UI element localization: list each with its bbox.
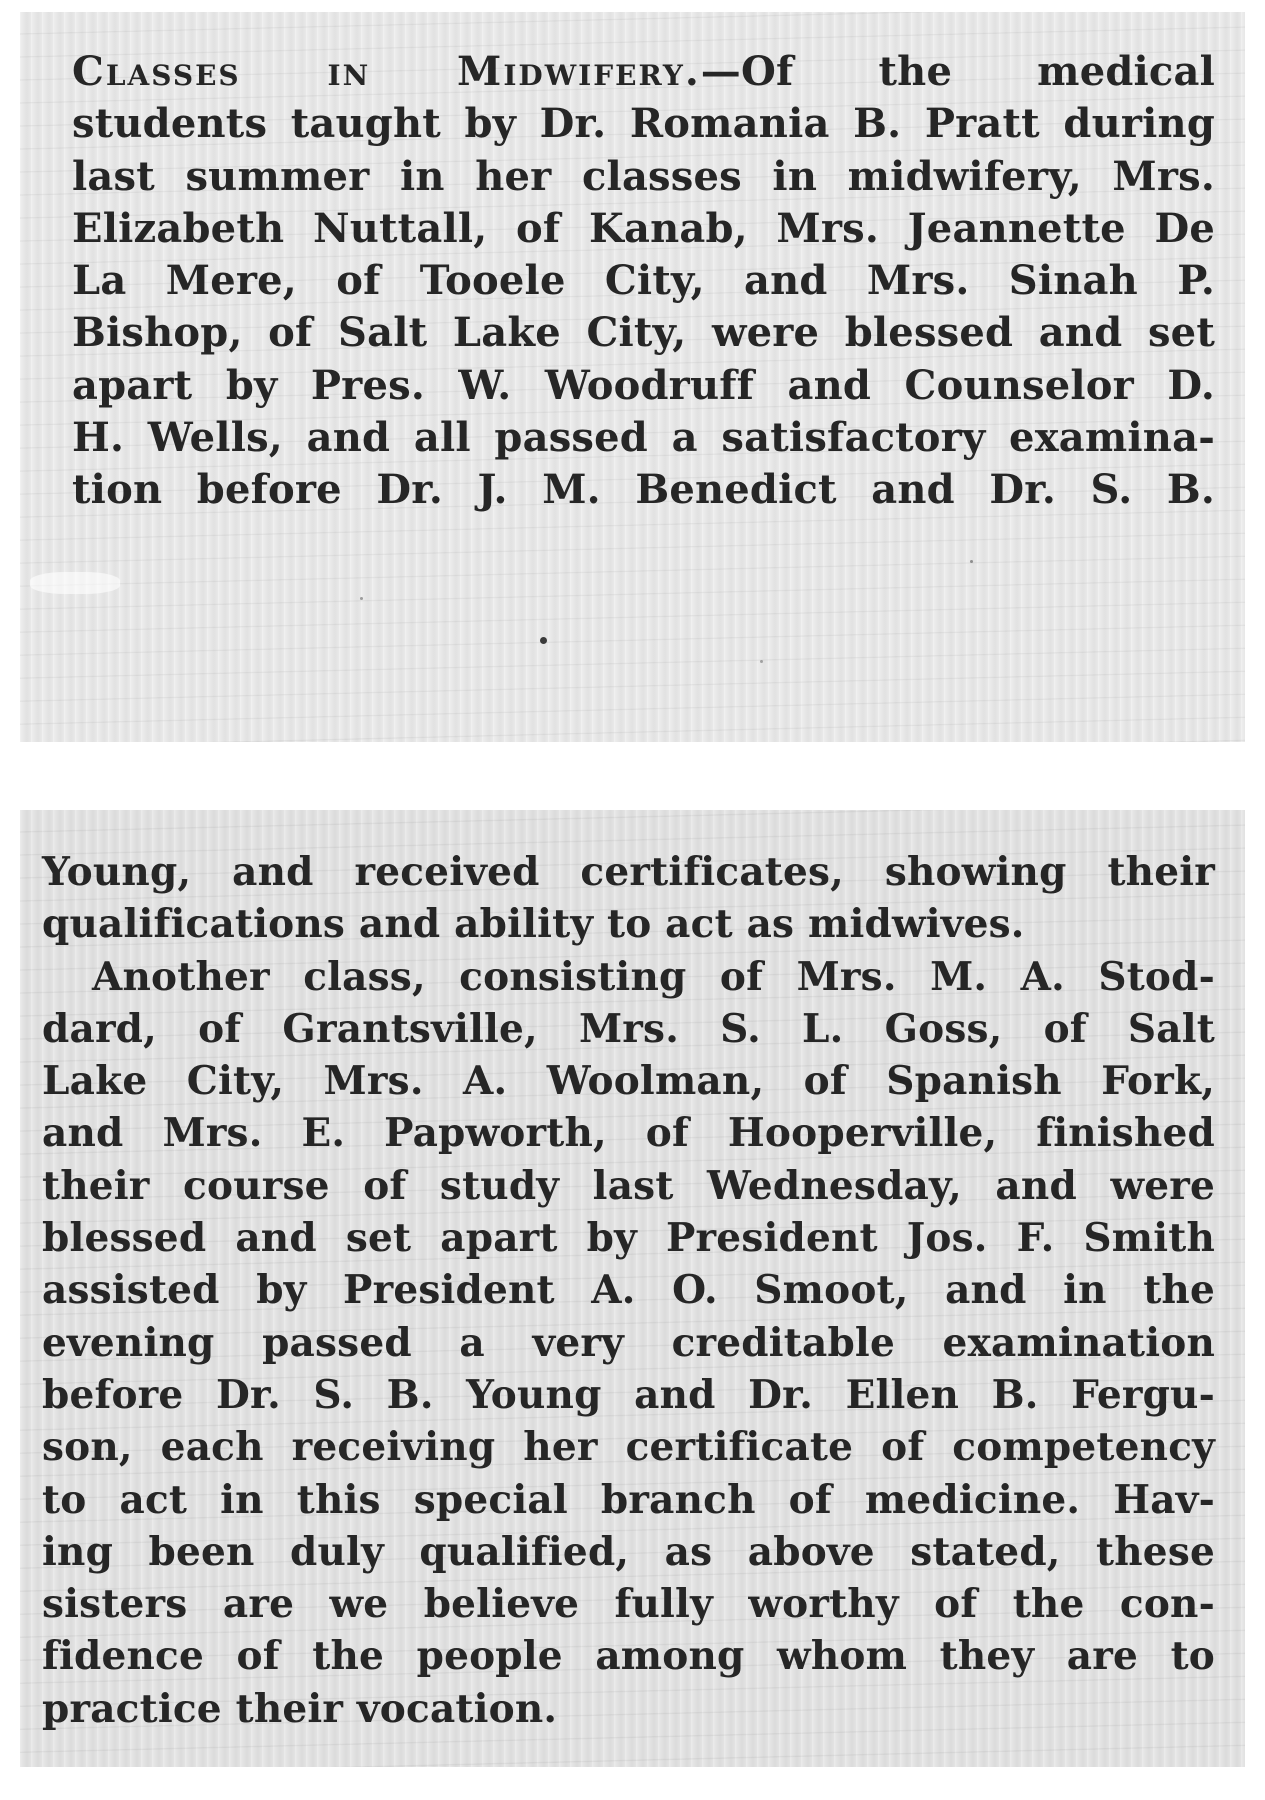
paper-speck [970,560,973,563]
article-line-24: sisters are we believe fully worthy of the con- [42,1581,1215,1628]
article-line-13: dard, of Grantsville, Mrs. S. L. Goss, of Salt [42,1005,1215,1052]
article-line-3: last summer in her classes in midwifery, Mrs. [72,152,1215,200]
article-line-20: before Dr. S. B. Young and Dr. Ellen B. Fergu- [42,1371,1215,1418]
paper-scuff [30,572,120,594]
article-line-23: ing been duly qualified, as above stated, these [42,1528,1215,1575]
article-line-12: Another class, consisting of Mrs. M. A. Stod- [92,953,1215,1000]
article-line-5: La Mere, of Tooele City, and Mrs. Sinah P. [72,257,1215,305]
article-line-17: blessed and set apart by President Jos. F. Smith [42,1215,1215,1262]
article-line-8: H. Wells, and all passed a satisfactory examina- [72,414,1215,462]
article-line-15: and Mrs. E. Papworth, of Hooperville, finished [42,1110,1215,1157]
paper-speck [760,660,763,663]
article-headline: Classes in Midwifery. [72,48,701,95]
article-clip-top [20,12,1245,742]
article-line-14: Lake City, Mrs. A. Woolman, of Spanish Fork, [42,1058,1215,1105]
article-line-11: qualifications and ability to act as midwives. [42,901,1025,948]
article-line-10: Young, and received certificates, showing their [42,849,1215,895]
article-line-1 [72,46,1215,98]
article-line-22: to act in this special branch of medicine. Hav- [42,1476,1215,1523]
article-line-2: students taught by Dr. Romania B. Pratt during [72,100,1215,148]
article-line-1-rest: —Of the medical [700,48,1215,95]
article-line-25: fidence of the people among whom they are to [42,1633,1215,1680]
article-clip-bottom [20,810,1245,1767]
article-line-26: practice their vocation. [42,1685,558,1732]
article-line-19: evening passed a very creditable examination [42,1319,1215,1366]
article-line-16: their course of study last Wednesday, and were [42,1162,1215,1209]
paper-speck [540,637,547,644]
article-line-21: son, each receiving her certificate of competency [42,1424,1215,1471]
article-line-18: assisted by President A. O. Smoot, and in the [42,1267,1215,1314]
article-line-6: Bishop, of Salt Lake City, were blessed and set [72,309,1215,357]
article-line-9: tion before Dr. J. M. Benedict and Dr. S. B. [72,466,1215,514]
article-line-7: apart by Pres. W. Woodruff and Counselor D. [72,361,1215,409]
paper-speck [360,597,363,600]
article-line-4: Elizabeth Nuttall, of Kanab, Mrs. Jeannette De [72,204,1215,252]
